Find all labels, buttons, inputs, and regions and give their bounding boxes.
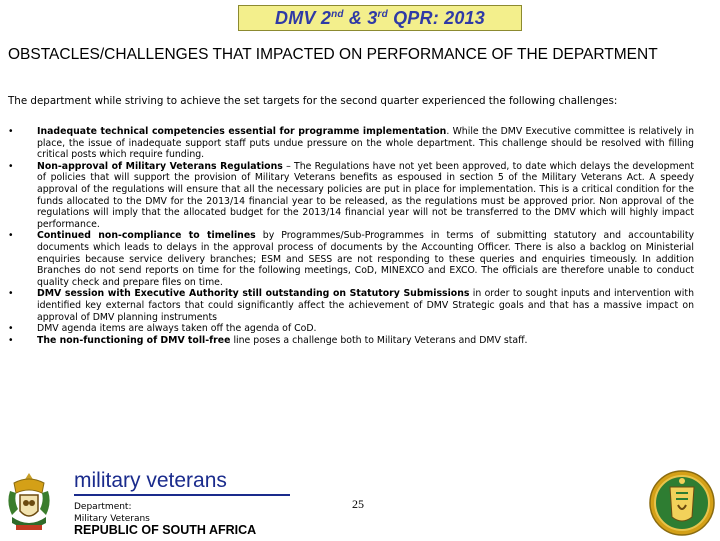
coat-of-arms-icon — [4, 469, 54, 535]
bullet-icon: • — [8, 334, 14, 346]
title-sup-2: rd — [377, 8, 388, 20]
list-item — [8, 230, 694, 288]
list-item — [8, 161, 694, 231]
bullet-icon: • — [8, 126, 14, 137]
list-item — [8, 335, 694, 347]
item-text: by Programmes/Sub-Programmes in terms of submitting statutory and accountability documents which leads to delays in the approval process of documents by the Accounting Officer. There is also a backlog on Ministerial enquiries because service delivery branches; ESM and SESS are not responding to these queries and enquiries timeously. In addition Branches do not send reports on time for the following meetings, CoD, MINEXCO and EXCO. The officials are therefore unable to conduct quality check and prepare files on time. — [37, 230, 695, 288]
section-heading: OBSTACLES/CHALLENGES THAT IMPACTED ON PERFORMANCE OF THE DEPARTMENT — [8, 46, 658, 63]
slide-title-banner — [238, 5, 522, 31]
title-part-3: QPR: 2013 — [387, 7, 485, 28]
list-item — [8, 323, 694, 335]
title-sup-1: nd — [331, 8, 344, 20]
list-item — [8, 126, 694, 161]
item-bold-text: Inadequate technical competencies essential for programme implementation — [37, 126, 447, 137]
logo-underline — [74, 494, 290, 496]
item-bold-text: Continued non-compliance to timelines — [37, 230, 256, 242]
slide-footer — [0, 455, 720, 540]
department-line-2: Military Veterans — [74, 514, 150, 524]
department-line-1: Department: — [74, 502, 132, 512]
challenges-list — [8, 126, 694, 346]
country-label: REPUBLIC OF SOUTH AFRICA — [74, 523, 257, 537]
item-text: line poses a challenge both to Military Veterans and DMV staff. — [230, 334, 528, 346]
military-veterans-logo — [74, 455, 294, 540]
bullet-icon: • — [8, 323, 14, 335]
military-veterans-badge-icon — [648, 469, 716, 537]
title-part-2: & 3 — [343, 7, 378, 28]
item-text: . While the DMV Executive committee is relatively in place, the issue of inadequate support staff puts undue pressure on the whole department. This challenge should be resolved with filling critical posts which require funding. — [37, 126, 695, 161]
item-text: DMV agenda items are always taken off the agenda of CoD. — [37, 323, 317, 335]
item-text: – The Regulations have not yet been approved, to date which delays the development of policies that will support the provision of Military Veterans benefits as espoused in section 5 of the Military Veterans Act. A speedy approval of the regulations will ensure that all the necessary policies are put in place for implementation. This is a critical condition for the funds allocated to the DMV for the 2013/14 financial year to be released, as the regulations must be approved prior. Non approval of the regulations will imply that the allocated budget for the 2013/14 financial year will not be transferred to the DMV which will highly impact performance. — [37, 160, 695, 230]
list-item — [8, 288, 694, 323]
bullet-icon: • — [8, 230, 14, 242]
department-label — [74, 501, 150, 525]
logo-title: military veterans — [74, 469, 227, 492]
item-bold-text: DMV session with Executive Authority still outstanding on Statutory Submissions — [37, 288, 470, 300]
item-text: in order to sought inputs and intervention with identified key external factors that could significantly affect the achievement of DMV Strategic goals and that has a massive impact on approval of DMV planning instruments — [37, 288, 694, 323]
intro-text: The department while striving to achieve the set targets for the second quarter experienced the following challenges: — [8, 95, 618, 107]
item-bold-text: The non-functioning of DMV toll-free — [37, 334, 231, 346]
bullet-icon: • — [8, 288, 14, 300]
title-part-1: DMV 2 — [275, 7, 332, 28]
slide-title — [275, 8, 485, 29]
bullet-icon: • — [8, 160, 14, 172]
page-number: 25 — [352, 497, 364, 511]
item-bold-text: Non-approval of Military Veterans Regulations — [37, 160, 283, 172]
